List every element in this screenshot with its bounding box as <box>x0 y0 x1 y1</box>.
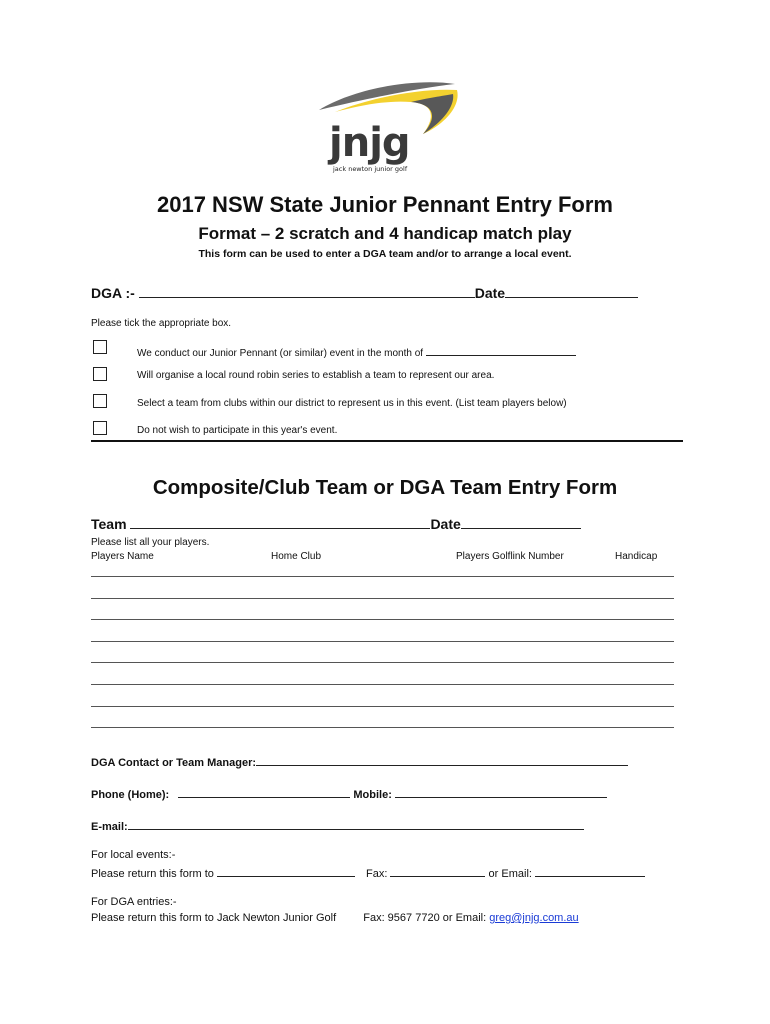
option-checkbox[interactable] <box>93 367 107 381</box>
section-divider <box>91 440 683 442</box>
player-line[interactable] <box>91 576 674 577</box>
local-fax-field[interactable] <box>390 864 485 877</box>
player-line[interactable] <box>91 727 674 728</box>
local-return-row: Please return this form to Fax: or Email: <box>91 864 645 880</box>
col-players-name: Players Name <box>91 551 154 562</box>
col-golflink-number: Players Golflink Number <box>456 551 564 562</box>
event-month-field[interactable] <box>426 343 576 356</box>
format-subtitle: Format – 2 scratch and 4 handicap match play <box>198 224 572 243</box>
player-line[interactable] <box>91 706 674 707</box>
option-2: Will organise a local round robin series to establish a team to represent our area. <box>137 370 495 381</box>
phone-row <box>91 785 607 801</box>
local-heading: For local events:- <box>91 849 176 861</box>
dga-date-label: Date <box>474 285 506 301</box>
player-line[interactable] <box>91 619 674 620</box>
dga-name-field[interactable] <box>139 285 475 298</box>
team-name-field[interactable] <box>130 516 430 529</box>
mobile-label: Mobile: <box>353 789 392 801</box>
dga-heading: For DGA entries:- <box>91 896 177 908</box>
option-checkbox[interactable] <box>93 421 107 435</box>
local-return-field[interactable] <box>217 864 355 877</box>
player-line[interactable] <box>91 641 674 642</box>
col-home-club: Home Club <box>271 551 322 562</box>
tick-instruction: Please tick the appropriate box. <box>91 318 232 329</box>
option-1: We conduct our Junior Pennant (or similar) event in the month of <box>137 343 576 359</box>
dga-row <box>91 285 638 301</box>
jnjg-logo <box>315 76 465 176</box>
local-email-field[interactable] <box>535 864 645 877</box>
manager-field[interactable] <box>256 753 628 766</box>
email-label: E-mail: <box>91 821 128 833</box>
team-date-field[interactable] <box>461 516 581 529</box>
mobile-field[interactable] <box>395 785 607 798</box>
logo-subtitle: jack newton junior golf <box>333 165 408 173</box>
manager-row <box>91 753 628 769</box>
manager-label: DGA Contact or Team Manager: <box>91 757 257 769</box>
email-row <box>91 817 584 833</box>
option-4: Do not wish to participate in this year's event. <box>137 425 338 436</box>
player-line[interactable] <box>91 598 674 599</box>
phone-field[interactable] <box>178 785 350 798</box>
col-handicap: Handicap <box>615 551 658 562</box>
team-section-title: Composite/Club Team or DGA Team Entry Form <box>152 476 618 499</box>
dga-label: DGA :- <box>91 285 135 301</box>
player-line[interactable] <box>91 662 674 663</box>
email-field[interactable] <box>128 817 584 830</box>
form-note: This form can be used to enter a DGA team and/or to arrange a local event. <box>198 248 572 260</box>
option-checkbox[interactable] <box>93 394 107 408</box>
team-row <box>91 516 581 532</box>
phone-label: Phone (Home): <box>91 789 170 801</box>
dga-email-link[interactable]: greg@jnjg.com.au <box>489 912 579 924</box>
dga-return-row: Please return this form to Jack Newton Junior Golf Fax: 9567 7720 or Email: greg@jnjg.com.au <box>91 912 579 924</box>
player-line[interactable] <box>91 684 674 685</box>
players-instruction: Please list all your players. <box>91 537 210 548</box>
form-title: 2017 NSW State Junior Pennant Entry Form <box>157 192 613 217</box>
option-3: Select a team from clubs within our district to represent us in this event. (List team players below) <box>137 398 567 409</box>
dga-date-field[interactable] <box>505 285 638 298</box>
option-checkbox[interactable] <box>93 340 107 354</box>
team-label: Team <box>91 516 127 532</box>
logo-wordmark: jnjg <box>329 120 410 166</box>
team-date-label: Date <box>430 516 461 532</box>
